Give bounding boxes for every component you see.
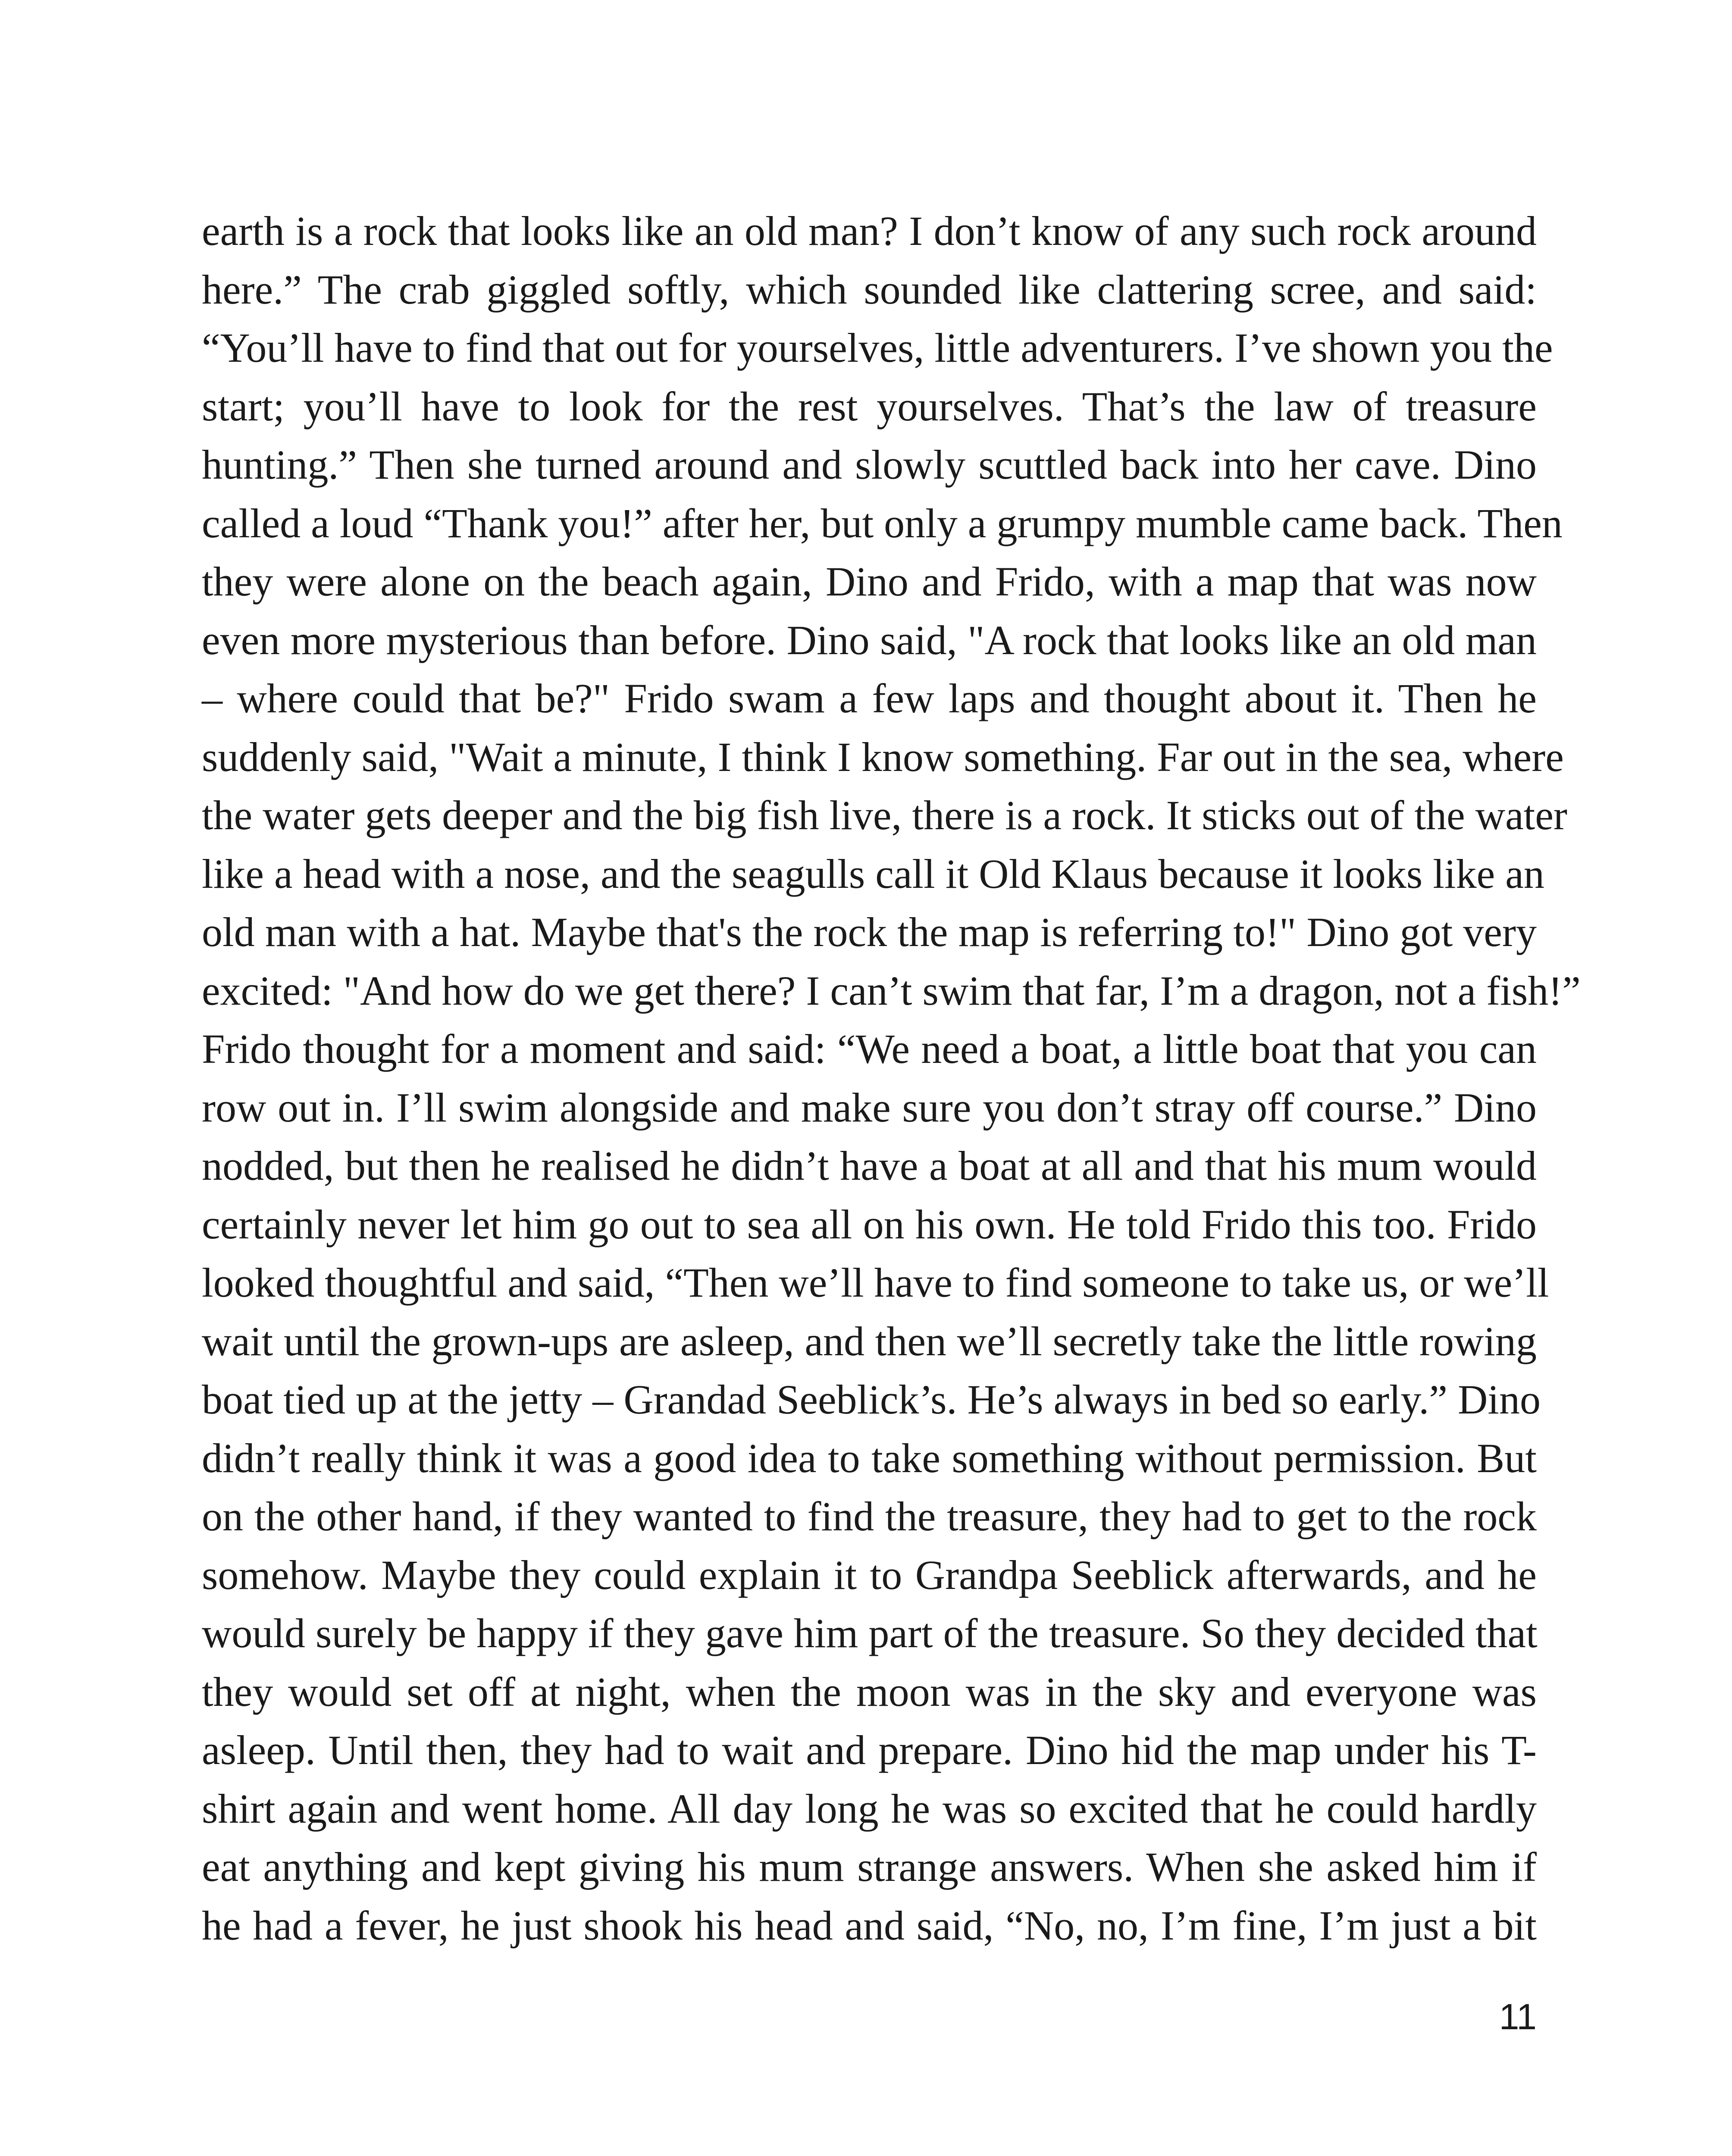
text-line: shirt again and went home. All day long he was so excited that he could hardly — [202, 1785, 1537, 1832]
text-line: he had a fever, he just shook his head and said, “No, no, I’m fine, I’m just a bit — [202, 1902, 1537, 1949]
text-line: row out in. I’ll swim alongside and make sure you don’t stray off course.” Dino — [202, 1084, 1537, 1131]
text-line: boat tied up at the jetty – Grandad Seeblick’s. He’s always in bed so early.” Dino — [202, 1376, 1541, 1423]
page-number: 11 — [1499, 1996, 1537, 2037]
text-line: like a head with a nose, and the seagulls call it Old Klaus because it looks like an — [202, 850, 1544, 897]
text-line: nodded, but then he realised he didn’t have a boat at all and that his mum would — [202, 1143, 1537, 1189]
text-line: certainly never let him go out to sea all on his own. He told Frido this too. Frido — [202, 1201, 1537, 1247]
text-line: they were alone on the beach again, Dino and Frido, with a map that was now — [202, 558, 1537, 605]
text-line: hunting.” Then she turned around and slowly scuttled back into her cave. Dino — [202, 442, 1537, 488]
text-line: somehow. Maybe they could explain it to Grandpa Seeblick afterwards, and he — [202, 1551, 1537, 1598]
text-line: wait until the grown-ups are asleep, and then we’ll secretly take the little rowing — [202, 1318, 1537, 1364]
story-text — [202, 202, 1581, 1955]
text-line: suddenly said, "Wait a minute, I think I know something. Far out in the sea, where — [202, 733, 1564, 780]
text-line: Frido thought for a moment and said: “We need a boat, a little boat that you can — [202, 1026, 1537, 1072]
text-line: asleep. Until then, they had to wait and prepare. Dino hid the map under his T- — [202, 1727, 1537, 1773]
text-line: old man with a hat. Maybe that's the rock the map is referring to!" Dino got very — [202, 909, 1537, 955]
text-line: they would set off at night, when the moon was in the sky and everyone was — [202, 1668, 1537, 1715]
text-line: the water gets deeper and the big fish live, there is a rock. It sticks out of the water — [202, 792, 1567, 838]
text-line: on the other hand, if they wanted to find the treasure, they had to get to the rock — [202, 1493, 1537, 1539]
text-line: – where could that be?" Frido swam a few laps and thought about it. Then he — [202, 675, 1537, 721]
text-line: called a loud “Thank you!” after her, but only a grumpy mumble came back. Then — [202, 500, 1563, 546]
text-line: start; you’ll have to look for the rest yourselves. That’s the law of treasure — [202, 383, 1537, 429]
text-line: excited: "And how do we get there? I can’t swim that far, I’m a dragon, not a fish!” — [202, 967, 1581, 1014]
text-line: earth is a rock that looks like an old man? I don’t know of any such rock around — [202, 208, 1537, 254]
text-line: even more mysterious than before. Dino said, "A rock that looks like an old man — [202, 617, 1537, 663]
text-line: “You’ll have to find that out for yourselves, little adventurers. I’ve shown you the — [202, 325, 1553, 371]
text-line: would surely be happy if they gave him part of the treasure. So they decided that — [202, 1610, 1538, 1656]
text-line: looked thoughtful and said, “Then we’ll have to find someone to take us, or we’ll — [202, 1260, 1549, 1306]
text-line: eat anything and kept giving his mum strange answers. When she asked him if — [202, 1844, 1537, 1890]
text-line: didn’t really think it was a good idea to take something without permission. But — [202, 1435, 1537, 1481]
text-line: here.” The crab giggled softly, which sounded like clattering scree, and said: — [202, 266, 1537, 313]
